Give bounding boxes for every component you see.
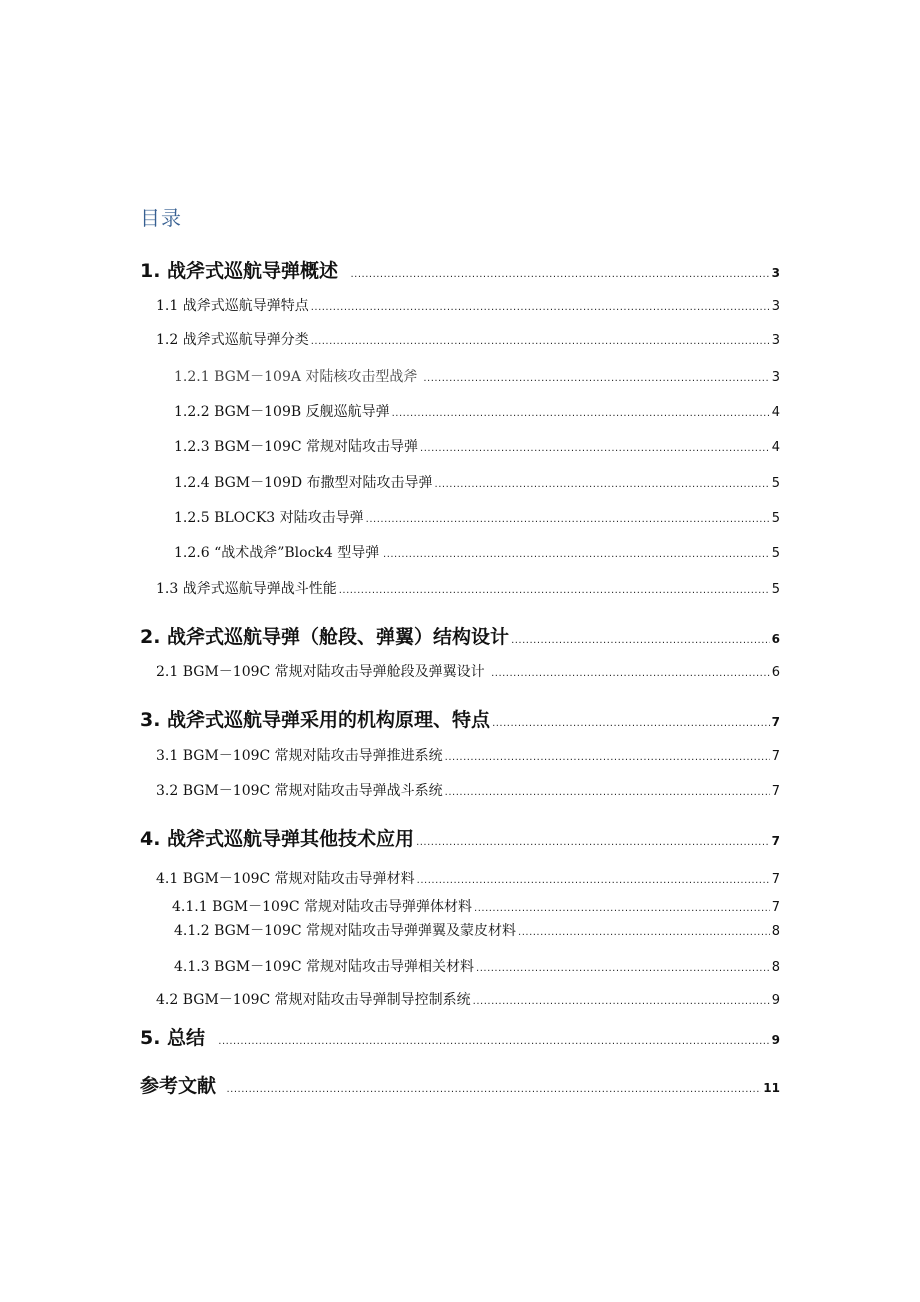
toc-entry-label: 1.2.5 BLOCK3 对陆攻击导弹 xyxy=(174,510,364,526)
toc-entry-label: 1.2.1 BGM－109A 对陆核攻击型战斧 xyxy=(174,369,418,385)
dot-leader xyxy=(492,718,770,729)
dot-leader xyxy=(218,1036,769,1047)
toc-page-number: 9 xyxy=(771,1033,780,1047)
toc-entry-4-1-2[interactable] xyxy=(174,920,780,940)
toc-entry-3-1[interactable] xyxy=(156,745,780,765)
dot-leader xyxy=(491,668,770,679)
toc-page-number: 3 xyxy=(771,299,780,314)
toc-entry-1-2-3[interactable] xyxy=(174,436,780,456)
dot-leader xyxy=(518,927,770,938)
toc-entry-4-1[interactable] xyxy=(156,868,780,888)
dot-leader xyxy=(476,963,770,974)
dot-leader xyxy=(339,585,770,596)
toc-entry-3-2[interactable] xyxy=(156,780,780,800)
toc-entry-label: 3. 战斧式巡航导弹采用的机构原理、特点 xyxy=(140,709,491,731)
dot-leader xyxy=(383,549,770,560)
dot-leader xyxy=(511,635,770,646)
toc-entry-label: 2. 战斧式巡航导弹（舱段、弹翼）结构设计 xyxy=(140,626,510,648)
toc-entry-1-2-2[interactable] xyxy=(174,401,780,421)
toc-page-number: 4 xyxy=(771,405,780,420)
toc-entry-1-2-4[interactable] xyxy=(174,472,780,492)
toc-page-number: 3 xyxy=(771,266,780,280)
dot-leader xyxy=(311,336,770,347)
toc-entry-label: 1.2 战斧式巡航导弹分类 xyxy=(156,332,309,348)
toc-entry-label: 1.1 战斧式巡航导弹特点 xyxy=(156,298,309,314)
toc-page-number: 5 xyxy=(771,511,780,526)
toc-entry-label: 1.2.3 BGM－109C 常规对陆攻击导弹 xyxy=(174,439,419,455)
toc-page-number: 6 xyxy=(771,632,780,646)
toc-entry-label: 4.1 BGM－109C 常规对陆攻击导弹材料 xyxy=(156,871,415,887)
toc-entry-label: 参考文献 xyxy=(140,1075,217,1097)
dot-leader xyxy=(473,996,770,1007)
toc-page-number: 5 xyxy=(771,546,780,561)
dot-leader xyxy=(435,479,770,490)
toc-entry-4[interactable] xyxy=(140,824,780,851)
toc-page-number: 7 xyxy=(771,784,780,799)
toc-page-number: 5 xyxy=(771,582,780,597)
toc-entry-1-2-1[interactable] xyxy=(174,366,780,386)
toc-page-number: 6 xyxy=(771,665,780,680)
toc-entry-2[interactable] xyxy=(140,622,780,649)
toc-entry-4-1-1[interactable] xyxy=(172,896,780,916)
toc-page-number: 7 xyxy=(771,834,780,848)
toc-entry-1-2[interactable] xyxy=(156,329,780,349)
toc-page-number: 5 xyxy=(771,476,780,491)
toc-page-number: 8 xyxy=(771,960,780,975)
toc-entry-1[interactable] xyxy=(140,256,780,283)
toc-entry-2-1[interactable] xyxy=(156,661,780,681)
dot-leader xyxy=(416,837,770,848)
toc-entry-label: 3.1 BGM－109C 常规对陆攻击导弹推进系统 xyxy=(156,748,443,764)
toc-entry-label: 4.1.2 BGM－109C 常规对陆攻击导弹弹翼及蒙皮材料 xyxy=(174,923,517,939)
toc-entry-label: 1.3 战斧式巡航导弹战斗性能 xyxy=(156,581,337,597)
dot-leader xyxy=(420,443,770,454)
toc-entry-label: 1.2.2 BGM－109B 反舰巡航导弹 xyxy=(174,404,390,420)
dot-leader xyxy=(423,373,769,384)
toc-page-number: 7 xyxy=(771,872,780,887)
toc-entry-label: 1.2.6 “战术战斧”Block4 型导弹 xyxy=(174,545,380,561)
toc-entry-label: 4.2 BGM－109C 常规对陆攻击导弹制导控制系统 xyxy=(156,992,471,1008)
toc-page-number: 7 xyxy=(771,715,780,729)
dot-leader xyxy=(351,269,770,280)
dot-leader xyxy=(392,408,770,419)
dot-leader xyxy=(445,787,770,798)
dot-leader xyxy=(445,752,770,763)
toc-entry-label: 1. 战斧式巡航导弹概述 xyxy=(140,260,339,282)
toc-page-number: 8 xyxy=(771,924,780,939)
toc-page-number: 11 xyxy=(763,1081,780,1095)
toc-entry-label: 2.1 BGM－109C 常规对陆攻击导弹舱段及弹翼设计 xyxy=(156,664,485,680)
dot-leader xyxy=(417,875,770,886)
toc-entry-label: 1.2.4 BGM－109D 布撒型对陆攻击导弹 xyxy=(174,475,433,491)
toc-page-number: 7 xyxy=(771,749,780,764)
toc-entry-4-1-3[interactable] xyxy=(174,956,780,976)
dot-leader xyxy=(227,1084,762,1095)
toc-page-number: 7 xyxy=(771,900,780,915)
toc-entry-1-2-6[interactable] xyxy=(174,542,780,562)
toc-entry-label: 3.2 BGM－109C 常规对陆攻击导弹战斗系统 xyxy=(156,783,443,799)
toc-entry-3[interactable] xyxy=(140,705,780,732)
toc-entry-label: 5. 总结 xyxy=(140,1027,206,1049)
dot-leader xyxy=(311,302,770,313)
toc-entry-5[interactable] xyxy=(140,1023,780,1050)
toc-page-number: 9 xyxy=(771,993,780,1008)
toc-page-number: 3 xyxy=(771,370,780,385)
toc-entry-label: 4.1.3 BGM－109C 常规对陆攻击导弹相关材料 xyxy=(174,959,475,975)
dot-leader xyxy=(366,514,770,525)
toc-entry-label: 4.1.1 BGM－109C 常规对陆攻击导弹弹体材料 xyxy=(172,899,473,915)
toc-entry-4-2[interactable] xyxy=(156,989,780,1009)
toc-entry-1-1[interactable] xyxy=(156,295,780,315)
toc-title: 目录 xyxy=(140,206,182,230)
toc-entry-references[interactable] xyxy=(140,1071,780,1098)
toc-page-number: 3 xyxy=(771,333,780,348)
toc-entry-1-3[interactable] xyxy=(156,578,780,598)
dot-leader xyxy=(474,903,770,914)
toc-entry-1-2-5[interactable] xyxy=(174,507,780,527)
toc-entry-label: 4. 战斧式巡航导弹其他技术应用 xyxy=(140,828,415,850)
toc-page-number: 4 xyxy=(771,440,780,455)
